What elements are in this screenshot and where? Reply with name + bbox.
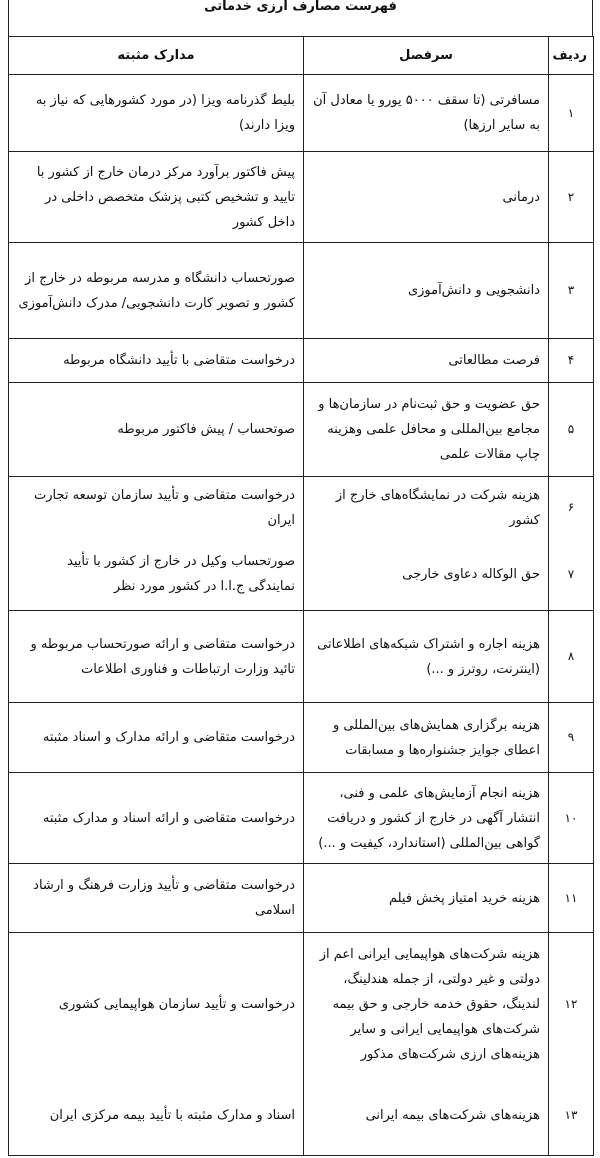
- header-documents: مدارک مثبته: [9, 37, 304, 75]
- row-subject: هزینه شرکت در نمایشگاه‌های خارج از کشور: [304, 477, 549, 539]
- row-subject: هزینه برگزاری همایش‌های بین‌المللی و اعطای جوایز جشنواره‌ها و مسابقات: [304, 703, 549, 773]
- table-row: [9, 1076, 594, 1156]
- row-subject: هزینه شرکت‌های هواپیمایی ایرانی اعم از دولتی و غیر دولتی، از جمله هندلینگ، لندینگ، حقوق خدمه خارجی و حق بیمه شرکت‌های هواپیمایی ایرانی و سایر هزینه‌های ارزی شرکت‌های مذکور: [304, 933, 549, 1076]
- row-documents: درخواست متقاضی و ارائه مدارک و اسناد مثبته: [9, 703, 304, 773]
- row-documents: اسناد و مدارک مثبته با تأیید بیمه مرکزی ایران: [9, 1076, 304, 1156]
- table-row: [9, 703, 594, 773]
- row-subject: دانشجویی و دانش‌آموزی: [304, 243, 549, 339]
- row-documents: صورتحساب وکیل در خارج از کشور با تأیید نمایندگی ج.ا.ا در کشور مورد نظر: [9, 539, 304, 611]
- header-row: [9, 37, 594, 75]
- row-number: ۵: [549, 383, 594, 477]
- table-row: [9, 611, 594, 703]
- header-row-no: ردیف: [549, 37, 594, 75]
- table-title: فهرست مصارف ارزی خدماتی: [204, 0, 397, 14]
- table-row: [9, 383, 594, 477]
- row-subject: درمانی: [304, 152, 549, 243]
- table-row: [9, 539, 594, 611]
- table-row: [9, 75, 594, 152]
- row-subject: هزینه‌های شرکت‌های بیمه ایرانی: [304, 1076, 549, 1156]
- row-number: ۱: [549, 75, 594, 152]
- table-row: [9, 152, 594, 243]
- row-documents: درخواست متقاضی و ارائه صورتحساب مربوطه و تائید وزارت ارتباطات و فناوری اطلاعات: [9, 611, 304, 703]
- row-documents: بلیط گذرنامه ویزا (در مورد کشورهایی که نیاز به ویزا دارند): [9, 75, 304, 152]
- table-row: [9, 477, 594, 539]
- header-subject: سرفصل: [304, 37, 549, 75]
- row-subject: حق عضویت و حق ثبت‌نام در سازمان‌ها و مجامع بین‌المللی و محافل علمی وهزینه چاپ مقالات علمی: [304, 383, 549, 477]
- table-row: [9, 773, 594, 864]
- row-number: ۳: [549, 243, 594, 339]
- row-number: ۱۲: [549, 933, 594, 1076]
- row-documents: صورتحساب دانشگاه و مدرسه مربوطه در خارج از کشور و تصویر کارت دانشجویی/ مدرک دانش‌آموزی: [9, 243, 304, 339]
- table-title-bar: [8, 0, 593, 37]
- row-subject: هزینه انجام آزمایش‌های علمی و فنی، انتشار آگهی در خارج از کشور و دریافت گواهی بین‌المللی (استاندارد، کیفیت و ...): [304, 773, 549, 864]
- expense-table: [8, 36, 594, 1156]
- table-row: [9, 339, 594, 383]
- row-number: ۸: [549, 611, 594, 703]
- row-number: ۱۱: [549, 864, 594, 933]
- row-subject: فرصت مطالعاتی: [304, 339, 549, 383]
- row-subject: هزینه اجاره و اشتراک شبکه‌های اطلاعاتی (اینترنت، روترز و ...): [304, 611, 549, 703]
- row-documents: درخواست و تأیید سازمان هواپیمایی کشوری: [9, 933, 304, 1076]
- table-row: [9, 933, 594, 1076]
- table-row: [9, 243, 594, 339]
- row-number: ۷: [549, 539, 594, 611]
- row-number: ۲: [549, 152, 594, 243]
- row-number: ۶: [549, 477, 594, 539]
- row-documents: پیش فاکتور برآورد مرکز درمان خارج از کشور با تایید و تشخیص کتبی پزشک متخصص داخلی در داخل کشور: [9, 152, 304, 243]
- row-documents: صوتحساب / پیش فاکتور مربوطه: [9, 383, 304, 477]
- row-subject: حق الوکاله دعاوی خارجی: [304, 539, 549, 611]
- expense-list-sheet: [8, 0, 593, 1158]
- row-documents: درخواست متقاضی و تأیید سازمان توسعه تجارت ایران: [9, 477, 304, 539]
- row-documents: درخواست متقاضی با تأیید دانشگاه مربوطه: [9, 339, 304, 383]
- row-number: ۱۳: [549, 1076, 594, 1156]
- row-documents: درخواست متقاضی و ارائه اسناد و مدارک مثبته: [9, 773, 304, 864]
- row-subject: هزینه خرید امتیاز پخش فیلم: [304, 864, 549, 933]
- row-documents: درخواست متقاضی و تأیید وزارت فرهنگ و ارشاد اسلامی: [9, 864, 304, 933]
- row-number: ۴: [549, 339, 594, 383]
- row-number: ۱۰: [549, 773, 594, 864]
- row-number: ۹: [549, 703, 594, 773]
- row-subject: مسافرتی (تا سقف ۵۰۰۰ یورو یا معادل آن به سایر ارزها): [304, 75, 549, 152]
- table-row: [9, 864, 594, 933]
